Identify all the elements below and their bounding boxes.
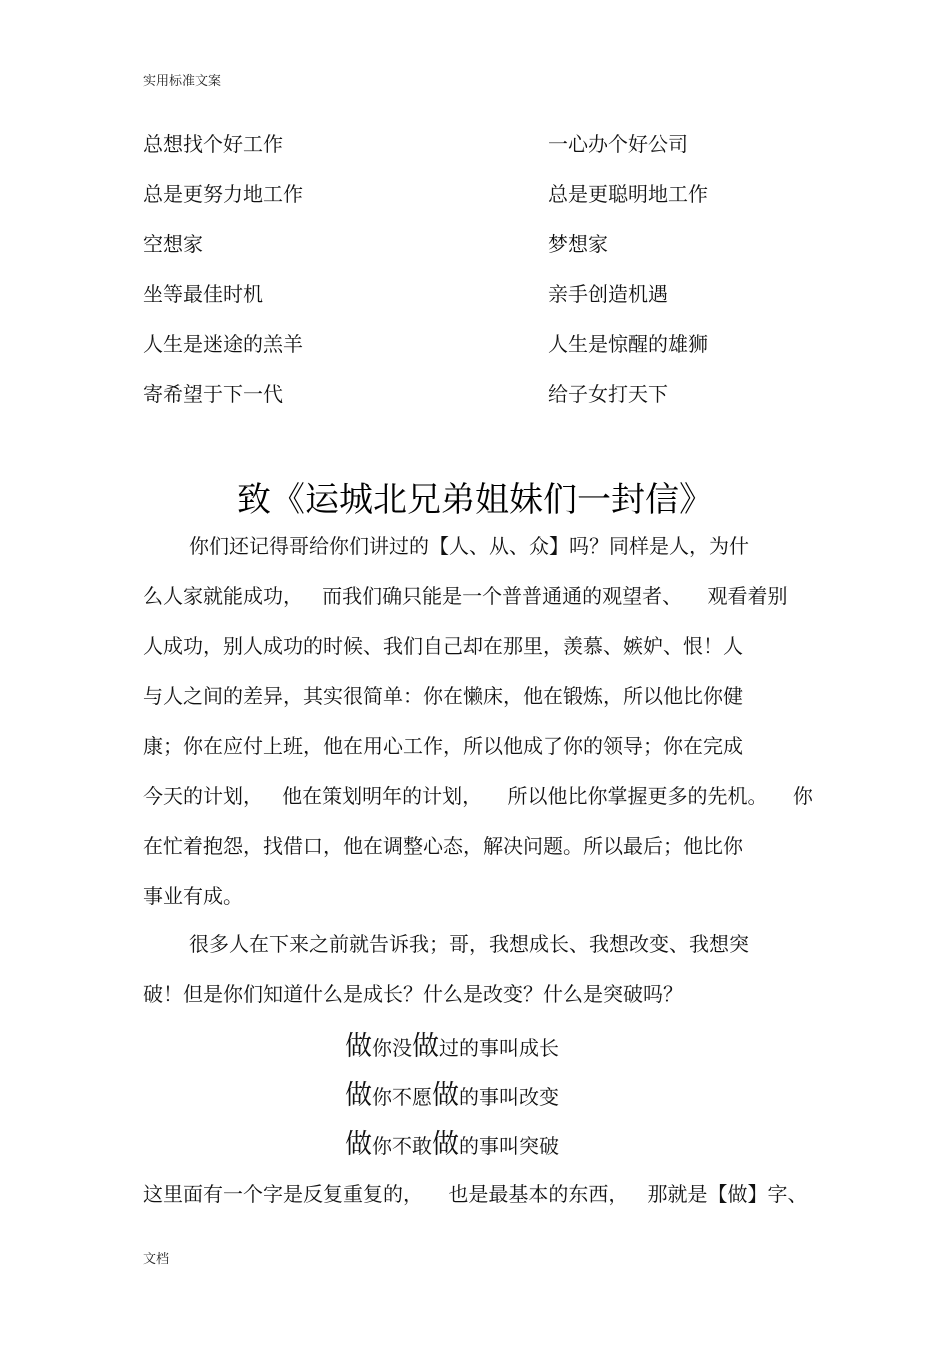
phrase-text: 的事叫改变 — [459, 1085, 559, 1109]
comparison-list — [143, 128, 813, 428]
comparison-right: 总是更聪明地工作 — [548, 182, 708, 206]
phrase-text: 的事叫突破 — [459, 1134, 559, 1158]
phrase-line — [345, 1122, 559, 1171]
comparison-row — [143, 378, 813, 428]
phrase-line — [345, 1024, 559, 1073]
comparison-left: 人生是迷途的羔羊 — [143, 332, 303, 356]
comparison-row — [143, 278, 813, 328]
paragraph-3 — [143, 1178, 813, 1228]
emphasis-word: 做 — [432, 1129, 459, 1160]
emphasis-word: 做 — [432, 1080, 459, 1111]
comparison-right: 亲手创造机遇 — [548, 282, 668, 306]
paragraph-line: 在忙着抱怨，找借口，他在调整心态，解决问题。所以最后；他比你 — [143, 834, 743, 858]
paragraph-line: 与人之间的差异，其实很简单：你在懒床，他在锻炼，所以他比你健 — [143, 684, 743, 708]
emphasis-word: 做 — [345, 1080, 372, 1111]
comparison-row — [143, 228, 813, 278]
paragraph-line: 事业有成。 — [143, 884, 243, 908]
comparison-row — [143, 178, 813, 228]
paragraph-line: 么人家就能成功， 而我们确只能是一个普普通通的观望者、 观看着别 — [143, 584, 788, 608]
emphasis-word: 做 — [345, 1031, 372, 1062]
paragraph-2 — [143, 928, 813, 1028]
emphasis-word: 做 — [345, 1129, 372, 1160]
comparison-row — [143, 128, 813, 178]
paragraph-line: 很多人在下来之前就告诉我；哥，我想成长、我想改变、我想突 — [189, 932, 749, 956]
comparison-left: 坐等最佳时机 — [143, 282, 263, 306]
paragraph-line: 康；你在应付上班，他在用心工作，所以他成了你的领导；你在完成 — [143, 734, 743, 758]
comparison-right: 一心办个好公司 — [548, 132, 688, 156]
phrase-text: 你不愿 — [372, 1085, 432, 1109]
page-footer: 文档 — [143, 1252, 170, 1267]
paragraph-line: 这里面有一个字是反复重复的， 也是最基本的东西， 那就是【做】字、 — [143, 1182, 808, 1206]
comparison-left: 寄希望于下一代 — [143, 382, 283, 406]
paragraph-line: 人成功，别人成功的时候、我们自己却在那里，羡慕、嫉妒、恨！人 — [143, 634, 743, 658]
phrase-line — [345, 1073, 559, 1122]
comparison-right: 给子女打天下 — [548, 382, 668, 406]
phrase-text: 你没 — [372, 1036, 412, 1060]
comparison-left: 总是更努力地工作 — [143, 182, 303, 206]
paragraph-line: 你们还记得哥给你们讲过的【人、从、众】吗？同样是人，为什 — [189, 534, 749, 558]
paragraph-line: 今天的计划， 他在策划明年的计划， 所以他比你掌握更多的先机。 你 — [143, 784, 813, 808]
comparison-right: 人生是惊醒的雄狮 — [548, 332, 708, 356]
paragraph-line: 破！但是你们知道什么是成长？什么是改变？什么是突破吗？ — [143, 982, 683, 1006]
comparison-left: 空想家 — [143, 232, 203, 256]
phrase-block — [345, 1024, 559, 1171]
comparison-right: 梦想家 — [548, 232, 608, 256]
letter-title: 致《运城北兄弟姐妹们一封信》 — [237, 480, 713, 520]
comparison-left: 总想找个好工作 — [143, 132, 283, 156]
emphasis-word: 做 — [412, 1031, 439, 1062]
paragraph-1 — [143, 530, 813, 930]
phrase-text: 过的事叫成长 — [439, 1036, 559, 1060]
comparison-row — [143, 328, 813, 378]
phrase-text: 你不敢 — [372, 1134, 432, 1158]
page-header: 实用标准文案 — [143, 74, 222, 89]
